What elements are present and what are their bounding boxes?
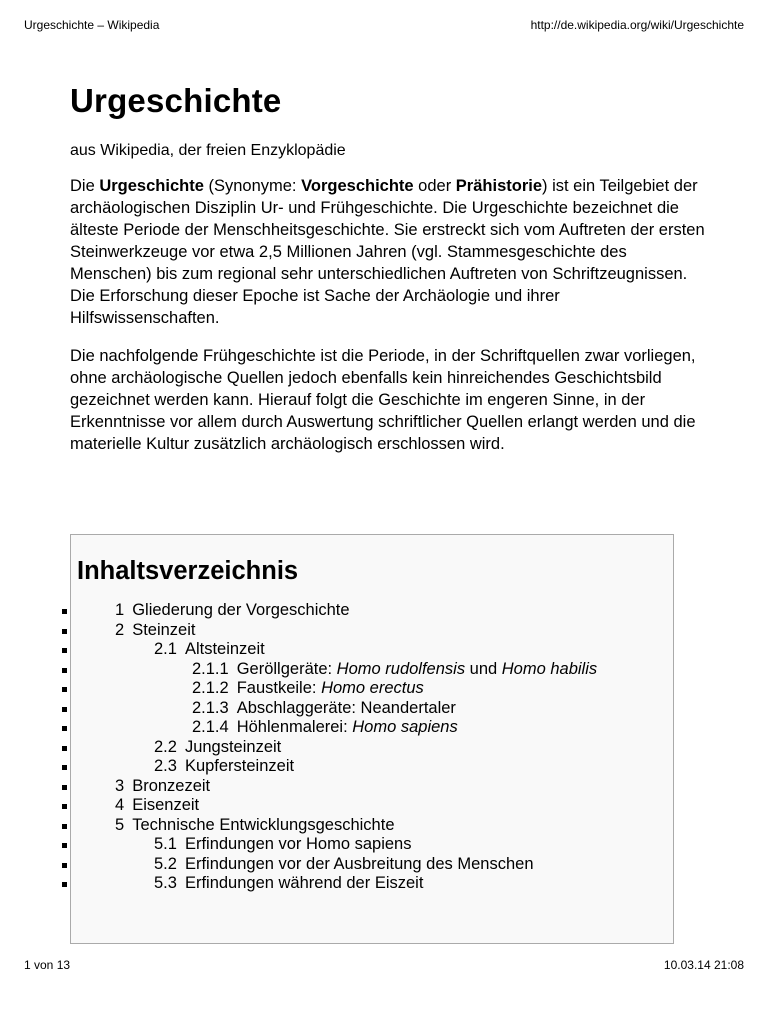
p1-text-3: oder (413, 177, 456, 195)
print-footer (24, 958, 744, 972)
toc-list (77, 601, 673, 894)
toc-number: 2.1.1 (192, 659, 229, 678)
toc-italic-2: Homo habilis (501, 659, 598, 678)
toc-number: 5.3 (154, 874, 177, 892)
term-urgeschichte: Urgeschichte (99, 177, 204, 195)
toc-text: Abschlaggeräte: Neandertaler (236, 698, 456, 717)
p1-text-2: (Synonyme: (203, 177, 302, 195)
toc-text: Bronzezeit (132, 776, 211, 795)
toc-item-2-3[interactable] (77, 757, 673, 777)
toc-number: 2.1.2 (192, 679, 229, 697)
toc-title: Inhaltsverzeichnis (77, 557, 299, 585)
print-url: http://de.wikipedia.org/wiki/Urgeschichte (530, 18, 744, 32)
toc-item-4[interactable] (77, 796, 673, 816)
intro-paragraph (70, 175, 710, 329)
toc-italic-1: Homo sapiens (352, 718, 458, 736)
toc-item-1[interactable] (77, 601, 673, 621)
page-title: Urgeschichte (70, 82, 282, 119)
toc-italic-1: Homo erectus (321, 679, 424, 697)
toc-italic-1: Homo rudolfensis (336, 659, 466, 678)
toc-text: Steinzeit (132, 620, 196, 639)
toc-text: Höhlenmalerei: (236, 718, 353, 736)
toc-number: 4 (115, 796, 125, 814)
table-of-contents (70, 534, 674, 944)
toc-text: Technische Entwicklungsgeschichte (132, 815, 395, 834)
toc-text: Gliederung der Vorgeschichte (132, 601, 350, 619)
p1-text-4: ) ist ein Teilgebiet der archäologischen Disziplin Ur- und Frühgeschichte. Die Urgeschichte bezeichnet die älteste Periode der Menschheitsgeschichte. Sie erstreckt sich vom Auftreten der ersten Steinwerkzeuge vor etwa 2,5 Millionen Jahren (vgl. Stammesgeschichte des Menschen) bis zum regional sehr unterschiedlichen Auftreten von Schriftzeugnissen. Die Erforschung dieser Epoche ist Sache der Archäologie und ihrer Hilfswissenschaften. (70, 177, 705, 327)
toc-number: 2 (115, 620, 125, 639)
toc-text: Jungsteinzeit (184, 737, 282, 756)
toc-number: 2.2 (154, 737, 177, 756)
toc-number: 5 (115, 815, 125, 834)
toc-text: Erfindungen vor Homo sapiens (184, 835, 412, 853)
p1-text-1: Die (70, 177, 100, 195)
toc-number: 5.2 (154, 854, 177, 873)
print-timestamp: 10.03.14 21:08 (663, 958, 744, 972)
toc-item-5[interactable] (77, 816, 673, 836)
toc-item-5-1[interactable] (77, 835, 673, 855)
toc-text: Geröllgeräte: (236, 659, 337, 678)
toc-text: Kupfersteinzeit (184, 757, 295, 775)
toc-item-2-1-1[interactable] (77, 660, 673, 680)
second-paragraph: Die nachfolgende Frühgeschichte ist die Periode, in der Schriftquellen zwar vorliegen, ohne archäologische Quellen jedoch ebenfalls kein hinreichendes Geschichtsbild gezeichnet werden kann. Hierauf folgt die Geschichte im engeren Sinne, in der Erkenntnisse vor allem durch Auswertung schriftlicher Quellen erlangt werden und die materielle Kultur zusätzlich archäologisch erschlossen wird. (70, 347, 696, 453)
print-page-title: Urgeschichte – Wikipedia (24, 18, 160, 32)
toc-item-5-2[interactable] (77, 855, 673, 875)
toc-text: Faustkeile: (236, 679, 322, 697)
term-vorgeschichte: Vorgeschichte (301, 177, 414, 195)
toc-number: 2.3 (154, 757, 177, 775)
print-header (24, 18, 744, 32)
toc-item-2-1-3[interactable] (77, 699, 673, 719)
toc-text: Eisenzeit (132, 796, 200, 814)
article-content (70, 82, 710, 471)
site-subtitle: aus Wikipedia, der freien Enzyklopädie (70, 142, 346, 159)
toc-number: 2.1.3 (192, 698, 229, 717)
toc-text: Erfindungen während der Eiszeit (184, 874, 424, 892)
toc-item-5-3[interactable] (77, 874, 673, 894)
toc-number: 2.1.4 (192, 718, 229, 736)
toc-text: Altsteinzeit (184, 640, 265, 658)
toc-item-2[interactable] (77, 621, 673, 641)
toc-text-2: und (465, 659, 502, 678)
toc-item-2-2[interactable] (77, 738, 673, 758)
toc-item-2-1-4[interactable] (77, 718, 673, 738)
toc-number: 2.1 (154, 640, 177, 658)
toc-number: 3 (115, 776, 125, 795)
page-counter: 1 von 13 (24, 958, 71, 972)
toc-number: 1 (115, 601, 125, 619)
toc-item-2-1-2[interactable] (77, 679, 673, 699)
toc-text: Erfindungen vor der Ausbreitung des Menschen (184, 854, 534, 873)
toc-number: 5.1 (154, 835, 177, 853)
toc-item-2-1[interactable] (77, 640, 673, 660)
toc-item-3[interactable] (77, 777, 673, 797)
term-praehistorie: Prähistorie (455, 177, 542, 195)
